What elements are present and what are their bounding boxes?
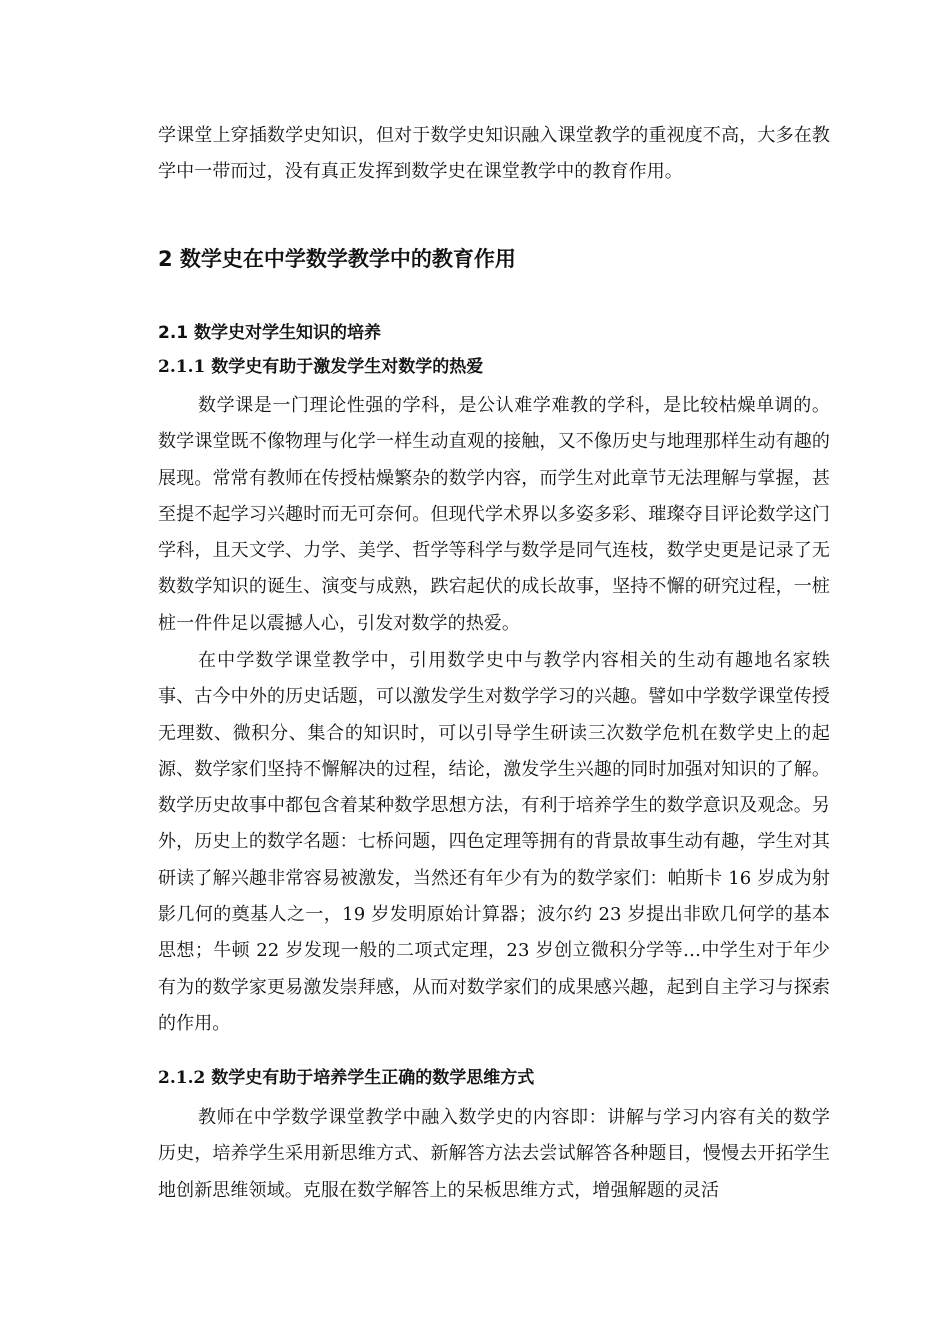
section-2-heading: 2 数学史在中学数学教学中的教育作用 [158,247,516,271]
intro-paragraph: 学课堂上穿插数学史知识，但对于数学史知识融入课堂教学的重视度不高，大多在教学中一带而过，没有真正发挥到数学史在课堂教学中的教育作用。 [158,125,830,183]
section-2-1-2-paragraph-1: 教师在中学数学课堂教学中融入数学史的内容即：讲解与学习内容有关的数学历史，培养学生采用新思维方式、新解答方法去尝试解答各种题目，慢慢去开拓学生地创新思维领域。克服在数学解答上的呆板思维方式，增强解题的灵活 [158,1107,830,1201]
section-2-1-1-paragraph-1: 数学课是一门理论性强的学科，是公认难学难教的学科，是比较枯燥单调的。数学课堂既不像物理与化学一样生动直观的接触，又不像历史与地理那样生动有趣的展现。常常有教师在传授枯燥繁杂的数学内容，而学生对此章节无法理解与掌握，甚至提不起学习兴趣时而无可奈何。但现代学术界以多姿多彩、璀璨夺目评论数学这门学科，且天文学、力学、美学、哲学等科学与数学是同气连枝，数学史更是记录了无数数学知识的诞生、演变与成熟，跌宕起伏的成长故事，坚持不懈的研究过程，一桩桩一件件足以震撼人心，引发对数学的热爱。 [158,395,830,634]
section-2-1-2-heading: 2.1.2 数学史有助于培养学生正确的数学思维方式 [158,1068,535,1088]
section-2-1-heading: 2.1 数学史对学生知识的培养 [158,323,382,343]
section-2-1-1-paragraph-2: 在中学数学课堂教学中，引用数学史中与教学内容相关的生动有趣地名家轶事、古今中外的历史话题，可以激发学生对数学学习的兴趣。譬如中学数学课堂传授无理数、微积分、集合的知识时，可以引导学生研读三次数学危机在数学史上的起源、数学家们坚持不懈解决的过程，结论，激发学生兴趣的同时加强对知识的了解。数学历史故事中都包含着某种数学思想方法，有利于培养学生的数学意识及观念。另外，历史上的数学名题：七桥问题，四色定理等拥有的背景故事生动有趣，学生对其研读了解兴趣非常容易被激发，当然还有年少有为的数学家们：帕斯卡 16 岁成为射影几何的奠基人之一，19 岁发明原始计算器；波尔约 23 岁提出非欧几何学的基本思想；牛顿 22 岁发现一般的二项式定理，23 岁创立微积分学等…中学生对于年少有为的数学家更易激发崇拜感，从而对数学家们的成果感兴趣，起到自主学习与探索的作用。 [158,650,830,1034]
section-2-1-1-heading: 2.1.1 数学史有助于激发学生对数学的热爱 [158,357,484,377]
